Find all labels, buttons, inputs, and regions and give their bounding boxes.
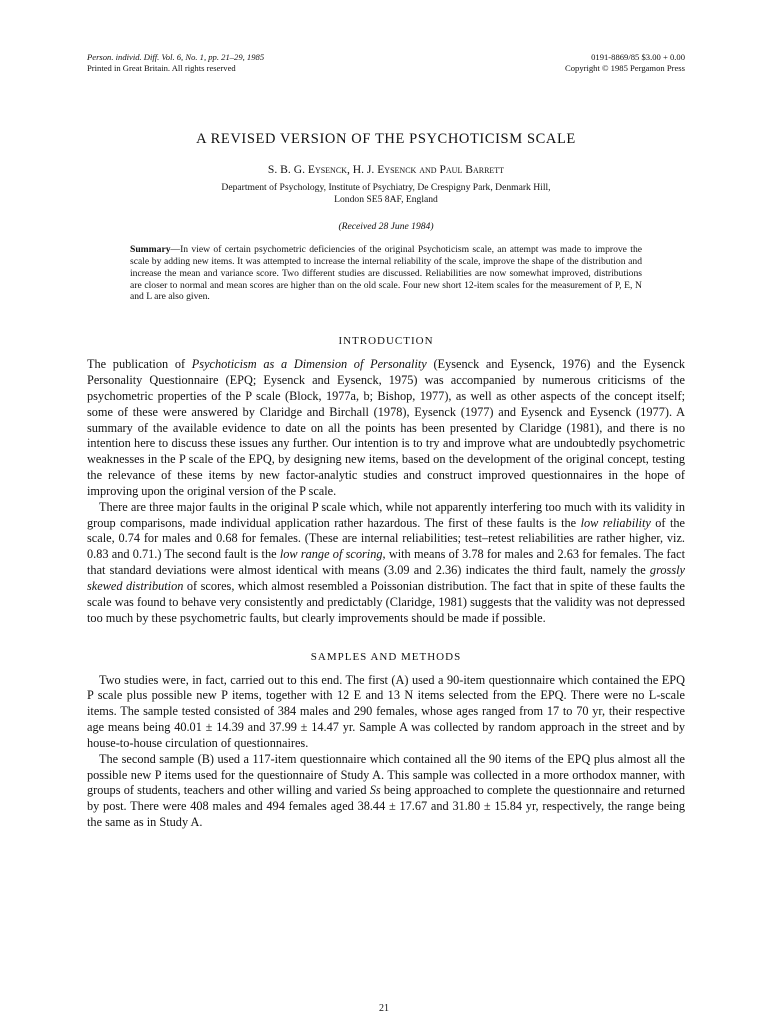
text-run: (Eysenck and Eysenck, 1976) and the Eysenck Personality Questionnaire (EPQ; Eysenck and Eysenck, 1975) was accompanied by numerous criticisms of the psychometric properties of the P scale (Block, 1977a, b; Bishop, 1977), as well as other aspects of the concept itself; some of these were answered by Claridge and Birchall (1978), Eysenck (1977) and Eysenck and Eysenck (1977). A summary of the available evidence to date on all the points has been presented by Claridge (1981), and there is no intention here to discuss these issues any further. Our intention is to try and improve what are undoubtedly psychometric weaknesses in the P scale of the EPQ, by designing new items, based on the development of the original concept, testing the relevance of these items by new factor-analytic studies and construct improved questionnaires in the hope of improving upon the original version of the P scale. (87, 357, 685, 498)
affiliation (87, 182, 685, 205)
intro-paragraph-2 (87, 500, 685, 627)
header-right (565, 52, 685, 73)
printed-note: Printed in Great Britain. All rights reserved (87, 62, 236, 73)
text-run: , with means of 3.78 for males and 2.63 for females. The fact that standard deviations were almost identical with means (3.09 and 2.36) indicates the third fault, namely the (87, 547, 685, 578)
text-run: The second sample (B) used a 117-item questionnaire which contained all the 90 items of the EPQ plus almost all the possible new P items used for the questionnaire of Study A. This sample was collected in a more orthodox manner, with groups of students, teachers and other willing and varied (87, 751, 685, 798)
section-heading-samples-methods: SAMPLES AND METHODS (310, 650, 462, 663)
emphasis: Ss (369, 783, 381, 798)
affiliation-line-2: London SE5 8AF, England (334, 193, 438, 205)
journal-citation: Person. individ. Diff. Vol. 6, No. 1, pp. 21–29, 1985 (87, 52, 265, 62)
book-title: Psychoticism as a Dimension of Personality (191, 357, 427, 372)
emphasis: grossly skewed distribution (87, 563, 685, 593)
methods-paragraph-2 (87, 752, 685, 831)
abstract-label: Summary (130, 244, 171, 256)
introduction-body (87, 357, 685, 626)
article-page (87, 52, 685, 831)
text-run: of the scale, 0.74 for males and 0.68 for females. (These are internal reliabilities; test–retest reliabilities are rather higher, viz. 0.83 and 0.71.) The second fault is the (87, 515, 685, 562)
methods-body (87, 673, 685, 831)
section-heading-introduction: INTRODUCTION (338, 335, 434, 348)
header-left (87, 52, 264, 73)
copyright-note: Copyright © 1985 Pergamon Press (565, 62, 685, 73)
author-list: S. B. G. Eysenck, H. J. Eysenck and Paul Barrett (267, 163, 505, 176)
emphasis: low reliability (580, 515, 651, 530)
text-run: There are three major faults in the original P scale which, while not apparently interfering too much with its validity in group comparisons, made individual application rather hazardous. The first of these faults is the (87, 499, 685, 530)
intro-paragraph-1 (87, 357, 685, 500)
methods-paragraph-1: Two studies were, in fact, carried out to this end. The first (A) used a 90-item questionnaire which contained the EPQ P scale plus possible new P items, together with 12 E and 13 N items selected from the EPQ. There were no L-scale items. The sample tested consisted of 384 males and 290 females, whose ages ranged from 17 to 70 yr, their respective age means being 40.01 ± 14.39 and 37.99 ± 14.47 yr. Sample A was collected by random approach in the street and by house-to-house circulation of questionnaires. (87, 672, 685, 750)
affiliation-line-1: Department of Psychology, Institute of Psychiatry, De Crespigny Park, Denmark Hill, (221, 182, 551, 193)
abstract (130, 244, 642, 303)
issn-code: 0191-8869/85 $3.00 + 0.00 (591, 52, 685, 62)
received-date: (Received 28 June 1984) (338, 221, 434, 233)
running-header (87, 52, 685, 73)
article-title: A REVISED VERSION OF THE PSYCHOTICISM SCALE (196, 131, 576, 147)
text-run: The publication of (87, 357, 192, 372)
page-number: 21 (379, 1003, 389, 1014)
emphasis: low range of scoring (279, 547, 383, 562)
abstract-text: —In view of certain psychometric deficiencies of the original Psychoticism scale, an attempt was made to improve the scale by adding new items. It was attempted to increase the internal reliability of the scale, improve the shape of the distribution and increase the mean and variance score. Two different studies are discussed. Reliabilities are now somewhat improved, distributions are closer to normal and mean scores are higher than on the old scale. Four new short 12-item scales for the measurement of P, E, N and L are also given. (130, 244, 642, 303)
text-run: of scores, which almost resembled a Poissonian distribution. The fact that in spite of these faults the scale was found to behave very consistently and predictably (Claridge, 1981) suggests that the validity was not depressed too much by these psychometric faults, but clearly improvements should be made if possible. (87, 578, 685, 625)
text-run: being approached to complete the questionnaire and returned by post. There were 408 males and 494 females aged 38.44 ± 17.67 and 31.80 ± 15.84 yr, respectively, the range being the same as in Study A. (87, 783, 685, 830)
